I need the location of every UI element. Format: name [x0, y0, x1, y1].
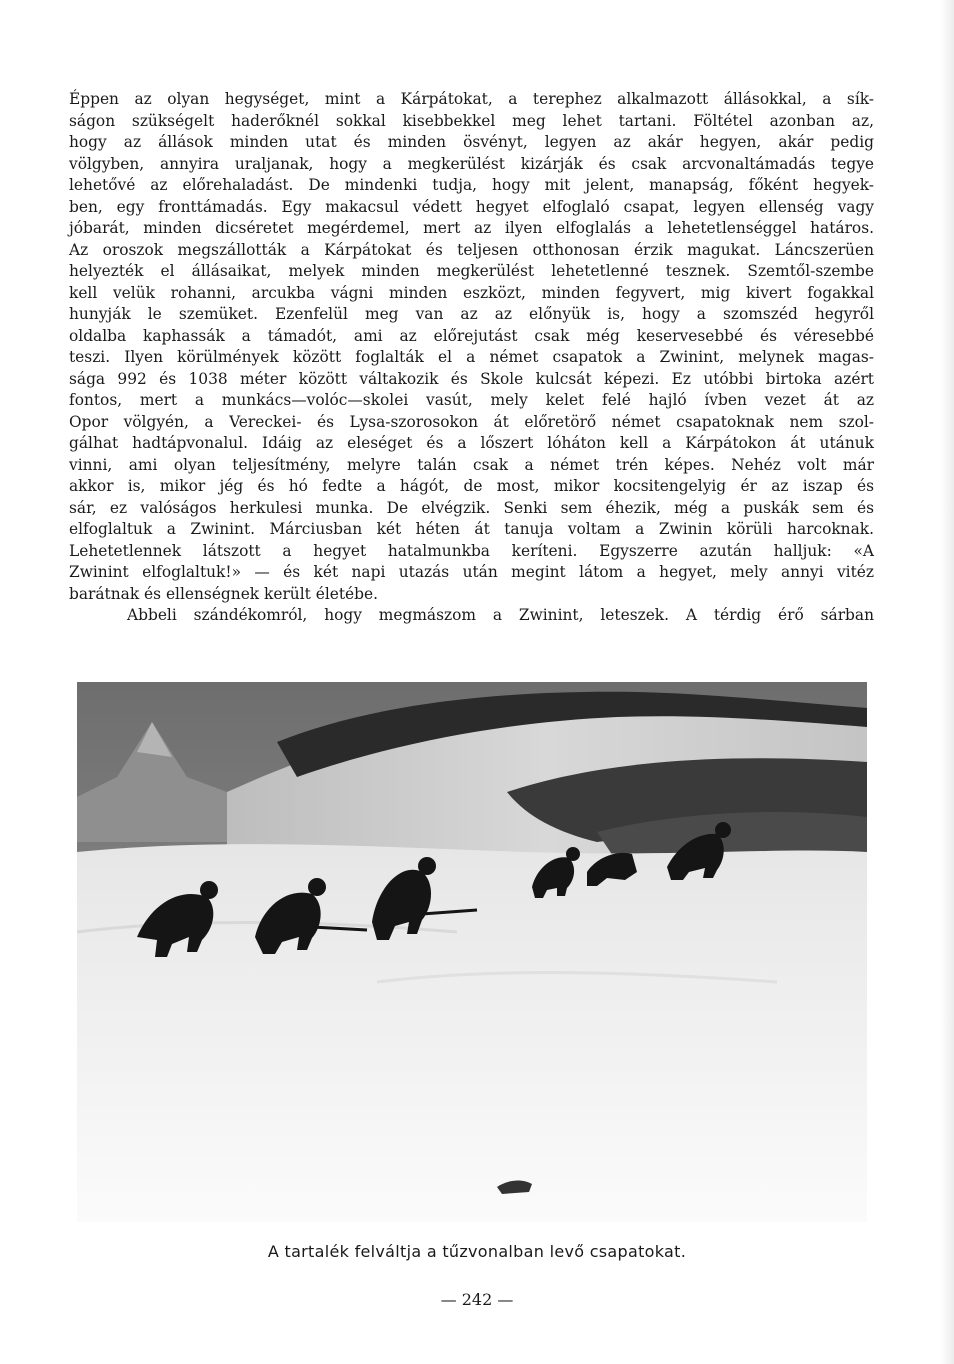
article-line: sága 992 és 1038 méter között váltakozik és Skole kulcsát képezi. Ez utóbbi birtoka azért — [69, 369, 874, 388]
article-line: Opor völgyén, a Vereckei- és Lysa-szorosokon át előretörő német csapatoknak nem szol- — [69, 412, 874, 431]
article-line: fontos, mert a munkács—volóc—skolei vasút, mely kelet felé hajló ívben vezet át az — [69, 391, 874, 409]
article-line: ságon szükségelt haderőknél sokkal kisebbekkel meg lehet tartani. Föltétel azonban az, — [69, 111, 874, 130]
article-line: hogy az állások minden utat és minden ösvényt, legyen az akár hegyen, akár pedig — [69, 133, 874, 151]
article-body — [69, 89, 874, 627]
article-line: teszi. Ilyen körülmények között foglalták el a német csapatok a Zwinint, melynek magas- — [69, 348, 874, 366]
article-line-paragraph-start: Abbeli szándékomról, hogy megmászom a Zwinint, leteszek. A térdig érő sárban — [127, 606, 874, 624]
article-line: kell velük rohanni, arcukba vágni minden eszközt, minden fegyvert, mig kivert fogakkal — [69, 283, 874, 302]
article-line: oldalba kaphassák a támadót, ami az előrejutást csak még keservesebbé és véresebbé — [69, 326, 874, 345]
article-line: lehetővé az előrehaladást. De mindenki tudja, hogy mit jelent, manapság, főként hegyek- — [69, 176, 874, 194]
snow-battle-photograph — [77, 682, 867, 1222]
article-line: Zwinint elfoglaltuk!» — és két napi utazás után megint látom a hegyet, mely annyi vitéz — [69, 563, 874, 581]
article-line: vinni, ami olyan teljesítmény, melyre talán csak a német trén képes. Nehéz volt már — [69, 455, 874, 474]
article-line: jóbarát, minden dicséretet megérdemel, mert az ilyen elfoglalás a lehetetlenséggel határos. — [69, 219, 874, 237]
article-line: elfoglaltuk a Zwinint. Márciusban két héten át tanuja voltam a Zwinin körüli harcoknak. — [69, 520, 874, 538]
page-edge-shadow — [940, 0, 954, 1364]
article-line: völgyben, annyira uraljanak, hogy a megkerülést kizárják és csak arcvonaltámadás tegye — [69, 154, 874, 173]
article-line: Éppen az olyan hegységet, mint a Kárpátokat, a terephez alkalmazott állásokkal, a sík- — [69, 90, 874, 108]
photo-caption: A tartalék felváltja a tűzvonalban levő csapatokat. — [267, 1242, 687, 1261]
article-line: akkor is, mikor jég és hó fedte a hágót, de most, mikor kocsitengelyig ér az iszap és — [69, 477, 874, 495]
article-line-paragraph-end: barátnak és ellenségnek került életébe. — [69, 584, 379, 603]
article-line: Az oroszok megszállották a Kárpátokat és teljesen otthonosan érzik magukat. Láncszerüen — [69, 240, 874, 259]
article-line: Lehetetlennek látszott a hegyet hatalmunkba keríteni. Egyszerre azután halljuk: «A — [69, 541, 874, 560]
photograph-illustration — [77, 682, 867, 1222]
article-line: ben, egy fronttámadás. Egy makacsul védett hegyet elfoglaló csapat, legyen ellenség vagy — [69, 197, 874, 216]
page-number: — 242 — — [440, 1290, 514, 1309]
article-line: sár, ez valóságos herkulesi munka. De elvégzik. Senki sem éhezik, még a puskák sem és — [69, 498, 874, 517]
article-line: gálhat hadtápvonalul. Idáig az eleséget és a lőszert lóháton kell a Kárpátokon át utánuk — [69, 434, 874, 452]
article-line: helyezték el állásaikat, melyek minden megkerülést lehetetlenné tesznek. Szemtől-szembe — [69, 262, 874, 280]
article-line: hunyják le szemüket. Ezenfelül meg van az az előnyük is, hogy a szomszéd hegyről — [69, 305, 874, 323]
